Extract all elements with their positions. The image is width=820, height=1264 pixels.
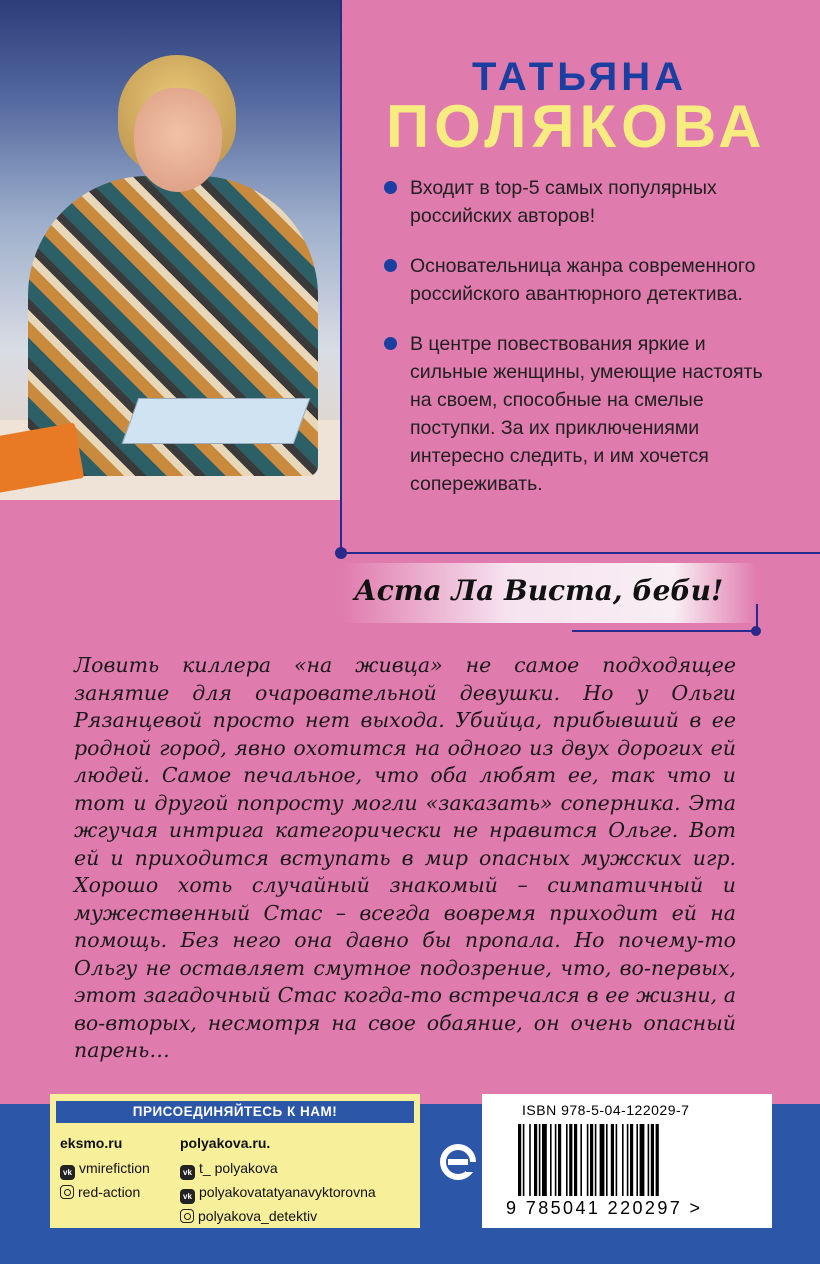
author-vk-label: polyakovatatyanavyktorovna (199, 1184, 376, 1200)
social-box (50, 1094, 420, 1228)
publisher-links (60, 1134, 150, 1206)
author-last-name: ПОЛЯКОВА (386, 93, 767, 160)
fact-text: Входит в top-5 самых популярных российских авторов! (410, 177, 717, 227)
book-title: Аста Ла Виста, беби! (354, 574, 724, 607)
social-header: ПРИСОЕДИНЯЙТЕСЬ К НАМ! (56, 1101, 414, 1123)
title-dot (751, 626, 761, 636)
author-first-name: ТАТЬЯНА (472, 55, 687, 99)
fact-text: Основательница жанра современного российского авантюрного детектива. (410, 255, 756, 305)
bullet-icon (384, 181, 397, 194)
frame-line-vertical (340, 0, 342, 554)
author-site-link[interactable]: polyakova.ru. (180, 1135, 271, 1151)
barcode-icon (518, 1124, 738, 1196)
photo-face (134, 88, 222, 192)
fact-item (384, 174, 784, 230)
author-vk-link[interactable] (180, 1182, 376, 1202)
fact-item (384, 330, 784, 498)
vk-icon: vk (180, 1165, 195, 1180)
title-line-horizontal (572, 630, 758, 632)
publisher-instagram-link[interactable] (60, 1182, 150, 1202)
fact-text: В центре повествования яркие и сильные женщины, умеющие настоять на своем, способные на смелые поступки. За их приключениями интересно следить, и им хочется сопереживать. (410, 333, 763, 495)
publisher-site-link[interactable]: eksmo.ru (60, 1135, 123, 1151)
instagram-icon (180, 1209, 194, 1223)
author-ig-label: polyakova_detektiv (198, 1208, 318, 1224)
frame-line-horizontal (340, 552, 820, 554)
book-description: Ловить киллера «на живца» не самое подходящее занятие для очаровательной девушки. Но у Ольги Рязанцевой просто нет выхода. Убийца, прибывший в ее родной город, явно охотится на одного из двух дорогих ей людей. Самое печальное, что оба любят ее, так что и тот и другой попросту могли «заказать» соперника. Эта жгучая интрига категорически не нравится Ольге. Вот ей и приходится вступать в мир опасных мужских игр. Хорошо хоть случайный знакомый – симпатичный и мужественный Стас – всегда вовремя приходит ей на помощь. Без него она давно бы пропала. Но почему-то Ольгу не оставляет смутное подозрение, что, во-первых, этот загадочный Стас когда-то встречался в ее жизни, а во-вторых, несмотря на свое обаяние, он очень опасный парень… (74, 653, 736, 1062)
fact-item (384, 252, 784, 308)
vk-icon: vk (60, 1165, 75, 1180)
isbn-text: ISBN 978-5-04-122029-7 (522, 1102, 690, 1118)
barcode-digits: 9 785041 220297 > (506, 1198, 703, 1218)
bullet-icon (384, 259, 397, 272)
publisher-ig-label: red-action (78, 1184, 141, 1200)
author-photo (0, 0, 340, 500)
barcode-box (482, 1094, 772, 1228)
eksmo-logo-icon (440, 1144, 476, 1180)
publisher-vk-link[interactable] (60, 1158, 150, 1178)
vk-icon: vk (180, 1189, 195, 1204)
author-telegram-link[interactable] (180, 1158, 376, 1178)
frame-dot (335, 547, 347, 559)
author-facts-list (384, 174, 784, 520)
photo-notebook (122, 398, 311, 444)
instagram-icon (60, 1185, 74, 1199)
author-tg-label: t_ polyakova (199, 1160, 278, 1176)
author-links (180, 1134, 376, 1230)
bullet-icon (384, 337, 397, 350)
publisher-vk-label: vmirefiction (79, 1160, 150, 1176)
author-instagram-link[interactable] (180, 1206, 376, 1226)
